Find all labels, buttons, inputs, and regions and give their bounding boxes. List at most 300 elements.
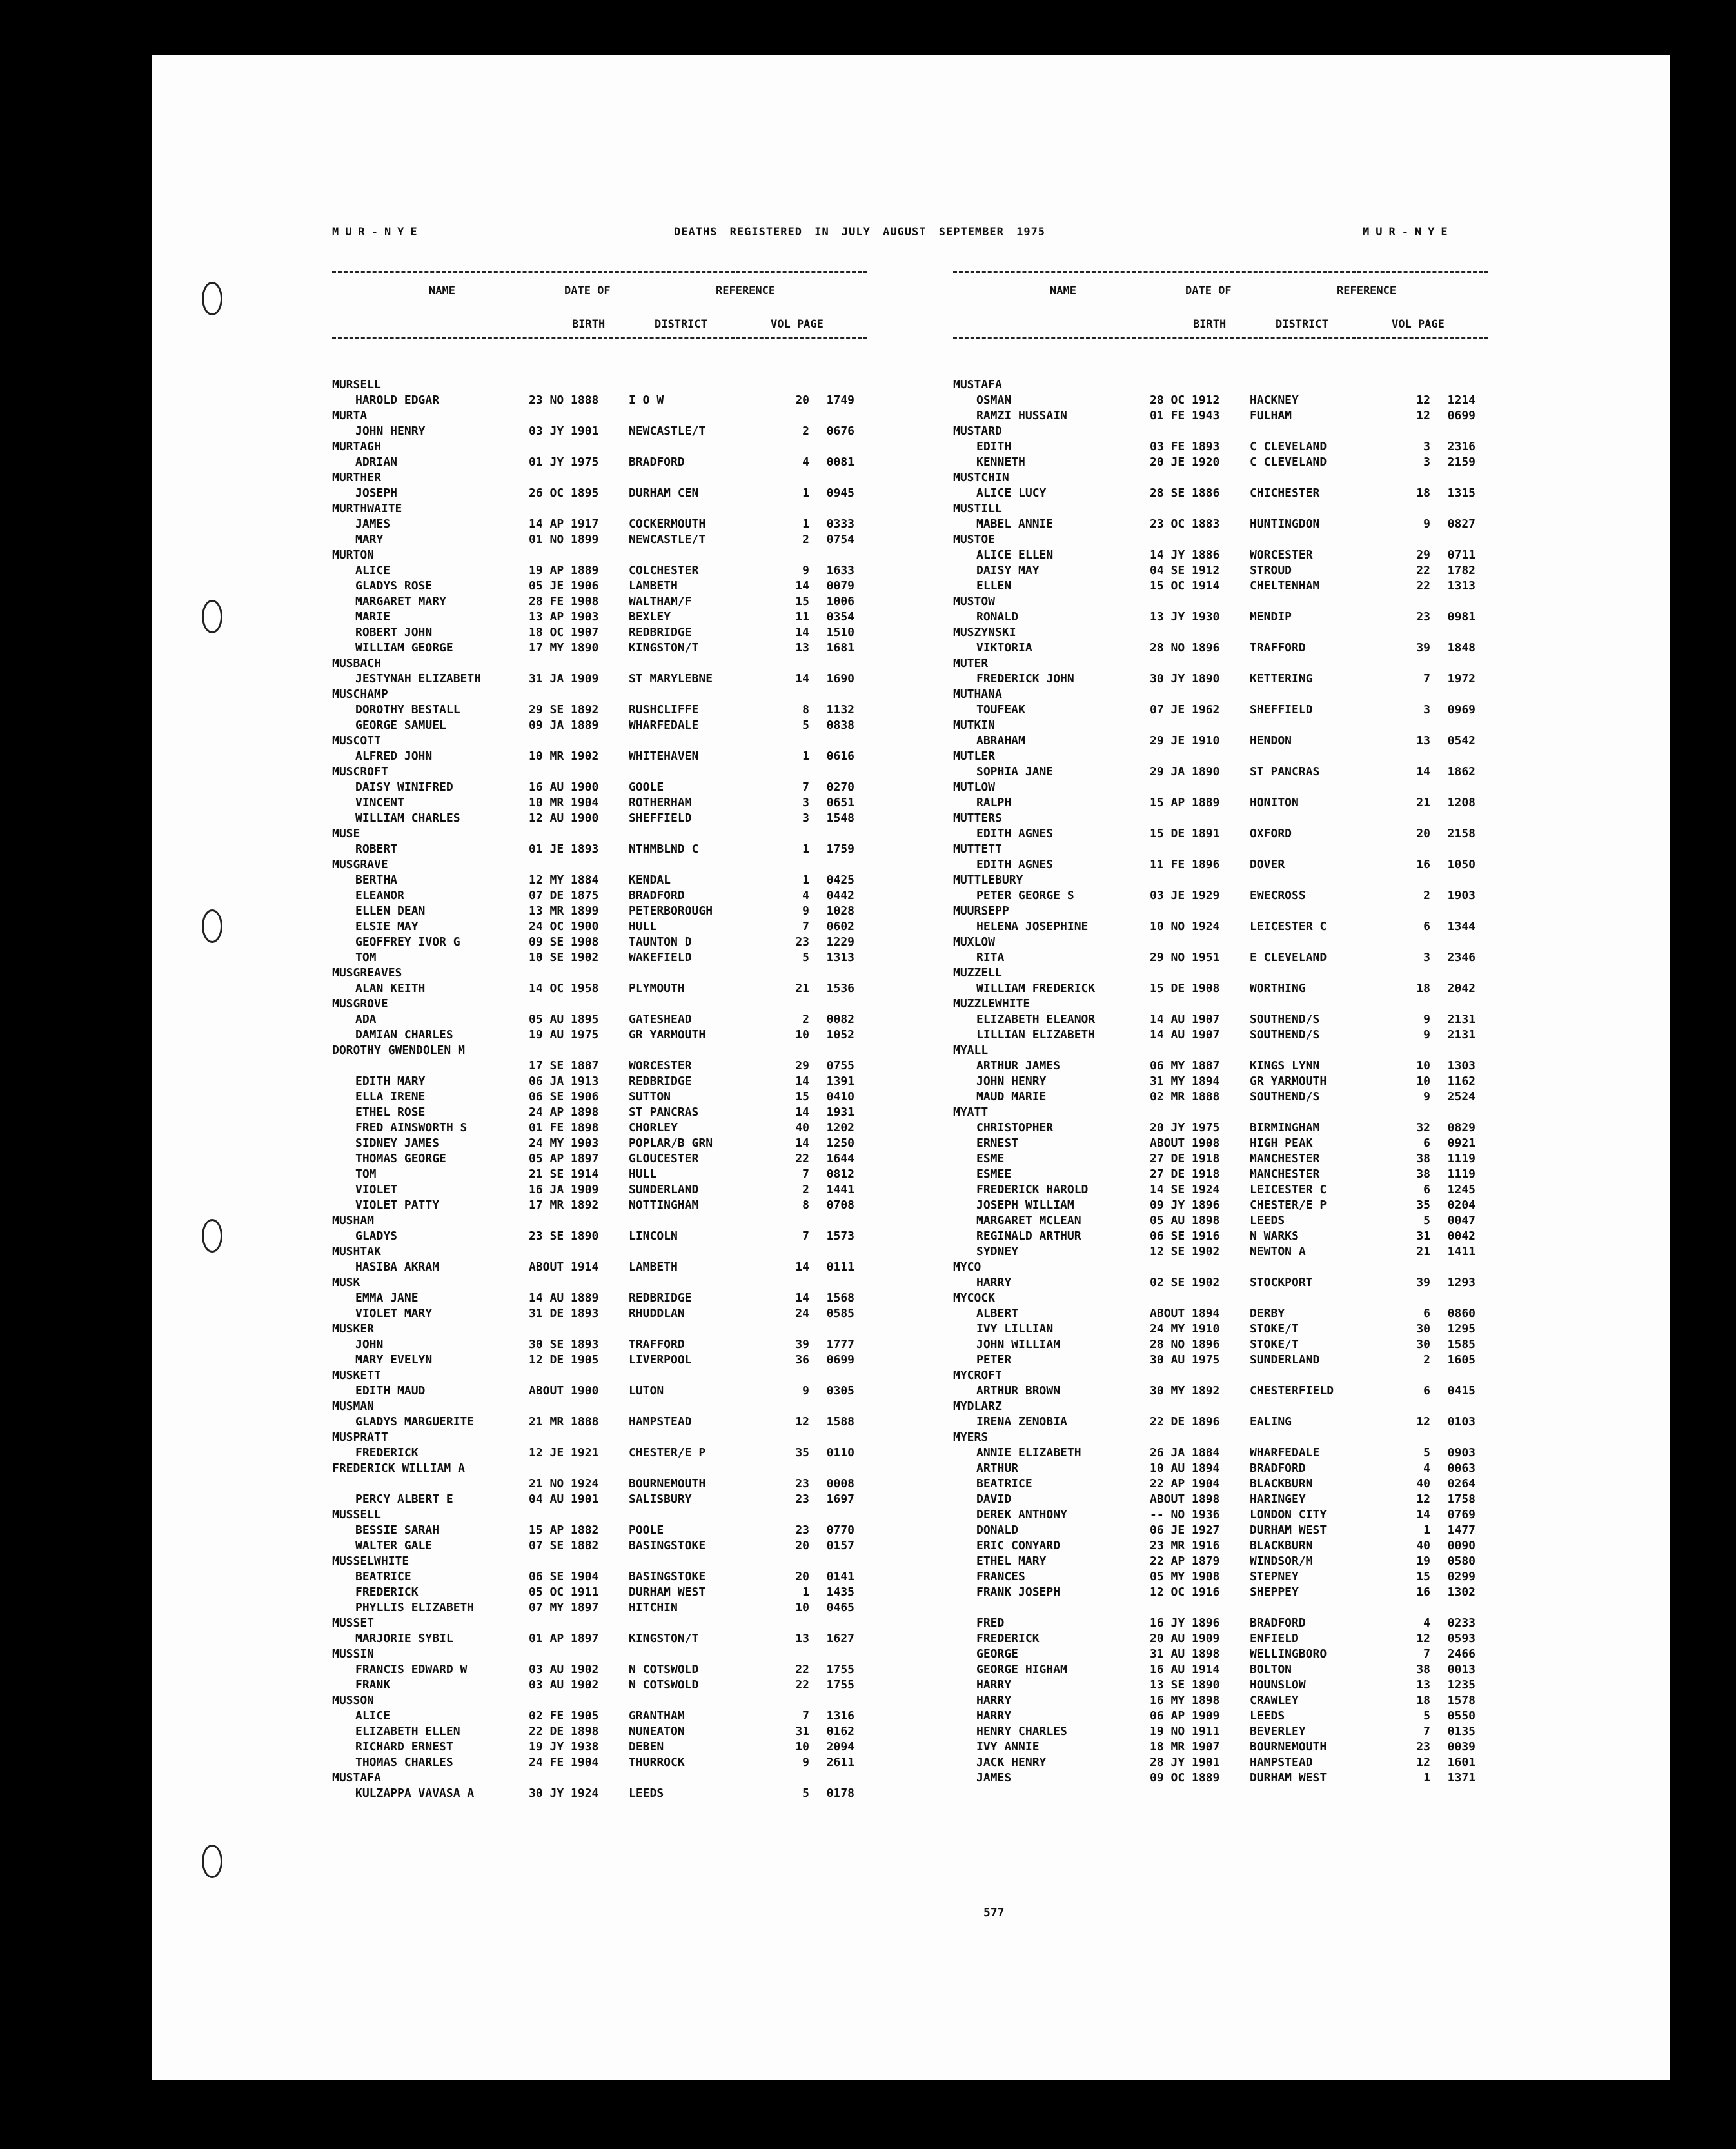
entry-district: HULL xyxy=(629,1167,657,1181)
entry-page: 1578 xyxy=(1447,1694,1475,1707)
entries-list xyxy=(332,377,867,1801)
entry-district: BRADFORD xyxy=(629,455,685,469)
entry-district: GATESHEAD xyxy=(629,1013,692,1026)
entry-district: BEXLEY xyxy=(629,610,671,624)
entry-name: JOSEPH WILLIAM xyxy=(976,1198,1074,1212)
surname-heading xyxy=(332,377,867,393)
entry-page xyxy=(1430,780,1475,795)
entry-page: 1435 xyxy=(826,1585,854,1599)
entry-name: GLADYS xyxy=(355,1229,398,1243)
entry-volume: 21 xyxy=(795,982,809,995)
entry-page: 0110 xyxy=(826,1446,854,1460)
entry-name: ELLEN DEAN xyxy=(355,904,426,918)
entry-name: ARTHUR JAMES xyxy=(976,1059,1061,1073)
death-entry xyxy=(332,888,867,904)
entry-page xyxy=(1430,904,1475,919)
entry-page xyxy=(809,1043,854,1058)
entry-name: ROBERT JOHN xyxy=(355,626,433,639)
entry-page: 0981 xyxy=(1447,610,1475,624)
entry-volume: 7 xyxy=(802,1709,809,1723)
entry-birth-date: 16 AU 1900 xyxy=(529,780,599,794)
entry-name: MURTHER xyxy=(332,471,381,484)
entry-volume: 1 xyxy=(802,517,809,531)
entry-birth-date xyxy=(529,1399,629,1414)
entry-page: 0178 xyxy=(826,1787,854,1800)
entry-page: 1006 xyxy=(826,595,854,608)
entry-birth-date xyxy=(1150,935,1250,950)
surname-heading xyxy=(953,749,1488,764)
entry-birth-date xyxy=(529,408,629,424)
entry-district: NUNEATON xyxy=(629,1725,685,1738)
entry-volume: 39 xyxy=(1416,1276,1430,1289)
entry-page: 2159 xyxy=(1447,455,1475,469)
entry-district: HONITON xyxy=(1250,796,1299,809)
entry-volume: 15 xyxy=(795,1090,809,1104)
entry-page: 2316 xyxy=(1447,440,1475,453)
entry-volume xyxy=(1398,501,1430,517)
entry-volume: 35 xyxy=(1416,1198,1430,1212)
entry-name: HARRY xyxy=(976,1694,1012,1707)
entry-volume: 39 xyxy=(1416,641,1430,655)
entry-birth-date: 01 JE 1893 xyxy=(529,842,599,856)
death-entry xyxy=(953,1120,1488,1136)
entry-birth-date: 23 NO 1888 xyxy=(529,393,599,407)
entry-name: MUSHTAK xyxy=(332,1245,381,1258)
death-entry xyxy=(332,1260,867,1275)
entry-volume: 38 xyxy=(1416,1152,1430,1165)
entry-district: BASINGSTOKE xyxy=(629,1539,706,1552)
surname-heading xyxy=(953,780,1488,795)
entry-district: POPLAR/B GRN xyxy=(629,1136,713,1150)
death-entry xyxy=(332,1678,867,1693)
death-entry xyxy=(953,981,1488,996)
entry-page xyxy=(1430,1600,1475,1616)
entry-page: 0827 xyxy=(1447,517,1475,531)
entry-birth-date xyxy=(529,548,629,563)
entry-birth-date xyxy=(529,1043,629,1058)
entry-district xyxy=(1250,1600,1398,1616)
entry-district: I O W xyxy=(629,393,664,407)
death-entry xyxy=(332,1708,867,1724)
entry-district xyxy=(629,1647,777,1662)
death-entry xyxy=(332,1383,867,1399)
entry-name: MUSKER xyxy=(332,1322,375,1336)
entry-name: GLADYS ROSE xyxy=(355,579,433,593)
entry-volume: 5 xyxy=(802,1787,809,1800)
entry-volume xyxy=(777,377,809,393)
entry-page: 0969 xyxy=(1447,703,1475,717)
entry-volume: 15 xyxy=(1416,1570,1430,1583)
entry-name: VIOLET MARY xyxy=(355,1307,433,1320)
entry-birth-date xyxy=(1150,625,1250,640)
entry-volume: 9 xyxy=(1423,1013,1430,1026)
entry-name: VIKTORIA xyxy=(976,641,1032,655)
surname-heading xyxy=(953,687,1488,702)
entry-district xyxy=(629,656,777,671)
entry-birth-date: 14 AP 1917 xyxy=(529,517,599,531)
entry-volume: 11 xyxy=(795,610,809,624)
death-entry xyxy=(953,1445,1488,1461)
entry-volume: 2 xyxy=(802,533,809,546)
death-entry xyxy=(332,1151,867,1167)
entry-birth-date xyxy=(529,1507,629,1523)
entry-name: MARIE xyxy=(355,610,391,624)
entry-page: 0755 xyxy=(826,1059,854,1073)
entry-name: HASIBA AKRAM xyxy=(355,1260,440,1274)
entry-district xyxy=(629,1043,777,1058)
entry-page: 0008 xyxy=(826,1477,854,1490)
death-entry xyxy=(332,749,867,764)
entry-page: 1250 xyxy=(826,1136,854,1150)
death-entry xyxy=(953,1337,1488,1352)
entry-birth-date: 16 JY 1896 xyxy=(1150,1616,1220,1630)
entry-birth-date xyxy=(1150,1043,1250,1058)
entry-district xyxy=(629,1616,777,1631)
entry-birth-date: 24 MY 1910 xyxy=(1150,1322,1220,1336)
entry-birth-date: 03 AU 1902 xyxy=(529,1663,599,1676)
entry-page xyxy=(809,1616,854,1631)
entry-name: FRANCES xyxy=(976,1570,1025,1583)
entry-name: BEATRICE xyxy=(355,1570,411,1583)
death-entry xyxy=(953,1708,1488,1724)
entry-district: STROUD xyxy=(1250,564,1292,577)
entry-name: TOM xyxy=(355,951,377,964)
entry-name: JESTYNAH ELIZABETH xyxy=(355,672,482,686)
entry-volume: 31 xyxy=(1416,1229,1430,1243)
entry-name: JAMES xyxy=(976,1771,1012,1785)
entry-district: LAMBETH xyxy=(629,1260,678,1274)
death-entry xyxy=(953,486,1488,501)
entry-name: GEORGE HIGHAM xyxy=(976,1663,1067,1676)
entry-birth-date: ABOUT 1894 xyxy=(1150,1307,1220,1320)
entry-name: ADRIAN xyxy=(355,455,398,469)
entry-page xyxy=(809,857,854,873)
entry-birth-date: 31 JA 1909 xyxy=(529,672,599,686)
entry-page: 0063 xyxy=(1447,1461,1475,1475)
entry-volume: 13 xyxy=(795,1632,809,1645)
entry-name: WILLIAM CHARLES xyxy=(355,811,460,825)
entry-volume: 23 xyxy=(795,935,809,949)
entry-district: EWECROSS xyxy=(1250,889,1306,902)
entry-volume: 18 xyxy=(1416,982,1430,995)
entry-name: MUTTLEBURY xyxy=(953,873,1023,887)
entry-volume xyxy=(1398,811,1430,826)
entry-volume: 23 xyxy=(1416,610,1430,624)
entry-birth-date xyxy=(1150,996,1250,1012)
entry-birth-date xyxy=(1150,1105,1250,1120)
entry-name: ELLA IRENE xyxy=(355,1090,426,1104)
entry-name: DAVID xyxy=(976,1492,1012,1506)
surname-heading xyxy=(953,873,1488,888)
entry-volume: 15 xyxy=(795,595,809,608)
entry-page: 1759 xyxy=(826,842,854,856)
death-entry xyxy=(953,1198,1488,1213)
surname-heading xyxy=(953,842,1488,857)
entry-name: PERCY ALBERT E xyxy=(355,1492,453,1506)
entry-page: 2346 xyxy=(1447,951,1475,964)
entry-page: 1302 xyxy=(1447,1585,1475,1599)
entry-page: 0860 xyxy=(1447,1307,1475,1320)
entry-district xyxy=(629,1213,777,1229)
death-entry xyxy=(953,1229,1488,1244)
entry-page: 1295 xyxy=(1447,1322,1475,1336)
death-entry xyxy=(953,1151,1488,1167)
death-entry xyxy=(332,950,867,966)
entry-name: ALBERT xyxy=(976,1307,1019,1320)
entry-birth-date xyxy=(529,1770,629,1786)
surname-heading xyxy=(953,1600,1488,1616)
entry-name: ETHEL ROSE xyxy=(355,1105,426,1119)
entry-volume: 9 xyxy=(802,564,809,577)
entry-page: 2524 xyxy=(1447,1090,1475,1104)
death-entry xyxy=(953,1306,1488,1322)
entry-birth-date: 14 JY 1886 xyxy=(1150,548,1220,562)
surname-heading xyxy=(953,811,1488,826)
surname-heading xyxy=(332,656,867,671)
entry-volume: 9 xyxy=(802,1384,809,1398)
entry-volume: 23 xyxy=(1416,1740,1430,1754)
date-of-header: DATE OF xyxy=(564,284,611,297)
entry-volume: 7 xyxy=(1423,1647,1430,1661)
entry-page: 1315 xyxy=(1447,486,1475,500)
death-entry xyxy=(953,548,1488,563)
entry-page: 1208 xyxy=(1447,796,1475,809)
entry-name: FRED xyxy=(976,1616,1005,1630)
entry-birth-date xyxy=(529,501,629,517)
surname-heading xyxy=(953,1291,1488,1306)
entry-page xyxy=(809,1244,854,1260)
entry-name: MUSSELWHITE xyxy=(332,1554,409,1568)
entry-page xyxy=(809,1368,854,1383)
entry-birth-date xyxy=(529,733,629,749)
entry-district xyxy=(629,408,777,424)
entry-district: LONDON CITY xyxy=(1250,1508,1327,1521)
entry-district xyxy=(1250,1105,1398,1120)
entry-page: 1245 xyxy=(1447,1183,1475,1196)
entry-page: 0754 xyxy=(826,533,854,546)
death-entry xyxy=(953,950,1488,966)
death-entry xyxy=(953,1662,1488,1678)
entry-name: ROBERT xyxy=(355,842,398,856)
entry-page xyxy=(809,966,854,981)
entry-volume xyxy=(1398,1043,1430,1058)
entry-volume xyxy=(777,826,809,842)
death-entry xyxy=(332,1476,867,1492)
death-entry xyxy=(953,579,1488,594)
entry-page: 2131 xyxy=(1447,1013,1475,1026)
entry-page: 0082 xyxy=(826,1013,854,1026)
entry-volume: 38 xyxy=(1416,1167,1430,1181)
surname-heading xyxy=(953,377,1488,393)
entry-page: 1755 xyxy=(826,1678,854,1692)
entry-page: 0299 xyxy=(1447,1570,1475,1583)
entry-volume: 14 xyxy=(795,1291,809,1305)
death-entry xyxy=(332,981,867,996)
entry-birth-date: 09 JY 1896 xyxy=(1150,1198,1220,1212)
entry-name: MURTON xyxy=(332,548,375,562)
entry-name: MARGARET MCLEAN xyxy=(976,1214,1081,1227)
entry-birth-date: 07 SE 1882 xyxy=(529,1539,599,1552)
surname-heading xyxy=(332,1275,867,1291)
entry-volume: 12 xyxy=(1416,1632,1430,1645)
death-entry xyxy=(332,1291,867,1306)
column-header xyxy=(953,271,1488,339)
entry-page: 1052 xyxy=(826,1028,854,1042)
entry-name: RAMZI HUSSAIN xyxy=(976,409,1067,422)
entry-birth-date: 10 SE 1902 xyxy=(529,951,599,964)
entry-page xyxy=(1430,1430,1475,1445)
entry-birth-date: 06 MY 1887 xyxy=(1150,1059,1220,1073)
entry-page: 2611 xyxy=(826,1756,854,1769)
entry-name: HARRY xyxy=(976,1276,1012,1289)
entry-volume xyxy=(777,857,809,873)
entry-volume: 21 xyxy=(1416,796,1430,809)
entry-page xyxy=(809,733,854,749)
death-entry xyxy=(953,733,1488,749)
entry-page: 0829 xyxy=(1447,1121,1475,1134)
entry-name: MUSTOE xyxy=(953,533,996,546)
entry-volume: 3 xyxy=(802,811,809,825)
entry-volume: 16 xyxy=(1416,1585,1430,1599)
entry-district: SHEFFIELD xyxy=(1250,703,1313,717)
entry-birth-date: 27 DE 1918 xyxy=(1150,1167,1220,1181)
entry-name: MUSSIN xyxy=(332,1647,375,1661)
entry-birth-date: 06 JA 1913 xyxy=(529,1074,599,1088)
entry-birth-date xyxy=(529,1461,629,1476)
entry-name: ELIZABETH ELLEN xyxy=(355,1725,460,1738)
entry-district: LINCOLN xyxy=(629,1229,678,1243)
entry-volume: 31 xyxy=(795,1725,809,1738)
death-entry xyxy=(953,702,1488,718)
entry-district xyxy=(1250,1368,1398,1383)
death-entry xyxy=(953,517,1488,532)
entry-birth-date: 05 OC 1911 xyxy=(529,1585,599,1599)
entry-district: DURHAM WEST xyxy=(629,1585,706,1599)
death-entry xyxy=(953,1678,1488,1693)
death-entry xyxy=(953,1182,1488,1198)
entry-volume: 6 xyxy=(1423,1183,1430,1196)
entry-name: EDITH AGNES xyxy=(976,827,1054,840)
entry-name: MUSTARD xyxy=(953,424,1002,438)
entry-name: MURTA xyxy=(332,409,368,422)
entry-name: ARTHUR BROWN xyxy=(976,1384,1061,1398)
entry-volume: 13 xyxy=(1416,1678,1430,1692)
entry-birth-date xyxy=(1150,594,1250,609)
entry-district xyxy=(629,1554,777,1569)
entry-birth-date xyxy=(529,1647,629,1662)
entry-birth-date: 16 JA 1909 xyxy=(529,1183,599,1196)
entry-district: C CLEVELAND xyxy=(1250,440,1327,453)
entry-page xyxy=(809,826,854,842)
reference-header: REFERENCE xyxy=(716,284,776,297)
entry-district: REDBRIDGE xyxy=(629,626,692,639)
entry-name: BERTHA xyxy=(355,873,398,887)
entry-name: MUSBACH xyxy=(332,657,381,670)
death-entry xyxy=(332,609,867,625)
entry-volume: 12 xyxy=(1416,1415,1430,1429)
entry-district xyxy=(1250,532,1398,548)
entry-name: EDITH xyxy=(976,440,1012,453)
entry-district xyxy=(1250,656,1398,671)
entry-district xyxy=(1250,1043,1398,1058)
surname-heading xyxy=(332,1399,867,1414)
surname-heading xyxy=(953,1043,1488,1058)
entry-birth-date xyxy=(529,470,629,486)
entry-name: MURTAGH xyxy=(332,440,381,453)
entry-page xyxy=(1430,1105,1475,1120)
surname-heading xyxy=(332,764,867,780)
entry-name: MARGARET MARY xyxy=(355,595,446,608)
entry-birth-date: 05 JE 1906 xyxy=(529,579,599,593)
entry-volume xyxy=(1398,377,1430,393)
entry-birth-date: 01 FE 1898 xyxy=(529,1121,599,1134)
entry-name: MUZZLEWHITE xyxy=(953,997,1031,1011)
entry-name: MYALL xyxy=(953,1044,989,1057)
entry-page: 1119 xyxy=(1447,1152,1475,1165)
entry-volume: 22 xyxy=(795,1678,809,1692)
entry-name: MUSTILL xyxy=(953,502,1002,515)
entry-page: 1697 xyxy=(826,1492,854,1506)
entry-district: NTHMBLND C xyxy=(629,842,699,856)
entry-volume xyxy=(1398,1399,1430,1414)
entry-district xyxy=(629,1275,777,1291)
death-entry xyxy=(953,640,1488,656)
entry-volume: 14 xyxy=(1416,1508,1430,1521)
entry-district: NOTTINGHAM xyxy=(629,1198,699,1212)
death-entry xyxy=(332,1120,867,1136)
entry-district xyxy=(629,470,777,486)
entry-birth-date: 11 FE 1896 xyxy=(1150,858,1220,871)
entry-volume: 5 xyxy=(802,718,809,732)
entry-name: DOROTHY BESTALL xyxy=(355,703,460,717)
entry-volume xyxy=(1398,687,1430,702)
entry-volume: 29 xyxy=(1416,548,1430,562)
surname-heading xyxy=(332,687,867,702)
entry-page: 0442 xyxy=(826,889,854,902)
death-entry xyxy=(332,1739,867,1755)
entry-name: PHYLLIS ELIZABETH xyxy=(355,1601,475,1614)
entry-birth-date: 01 AP 1897 xyxy=(529,1632,599,1645)
entry-birth-date xyxy=(1150,780,1250,795)
entry-district: HARINGEY xyxy=(1250,1492,1306,1506)
entry-birth-date xyxy=(529,377,629,393)
punch-hole xyxy=(202,600,222,633)
entry-name: MURSELL xyxy=(332,378,381,391)
entry-name: MUSK xyxy=(332,1276,360,1289)
entry-page: 1303 xyxy=(1447,1059,1475,1073)
entry-page: 2042 xyxy=(1447,982,1475,995)
entry-page xyxy=(809,656,854,671)
entry-page: 1972 xyxy=(1447,672,1475,686)
entry-name: MUSTAFA xyxy=(332,1771,381,1785)
entry-page xyxy=(809,1647,854,1662)
entry-name: SIDNEY JAMES xyxy=(355,1136,440,1150)
entry-name: FREDERICK JOHN xyxy=(976,672,1074,686)
entry-birth-date: ABOUT 1914 xyxy=(529,1260,599,1274)
entry-birth-date: 12 AU 1900 xyxy=(529,811,599,825)
entry-name: MUSGRAVE xyxy=(332,858,388,871)
death-entry xyxy=(953,439,1488,455)
death-entry xyxy=(332,1352,867,1368)
entry-birth-date xyxy=(1150,424,1250,439)
entry-volume: 7 xyxy=(1423,1725,1430,1738)
entry-page xyxy=(809,1213,854,1229)
entry-district xyxy=(629,1399,777,1414)
surname-heading xyxy=(332,826,867,842)
entry-page: 1777 xyxy=(826,1338,854,1351)
entry-district xyxy=(629,996,777,1012)
entry-district: KETTERING xyxy=(1250,672,1313,686)
